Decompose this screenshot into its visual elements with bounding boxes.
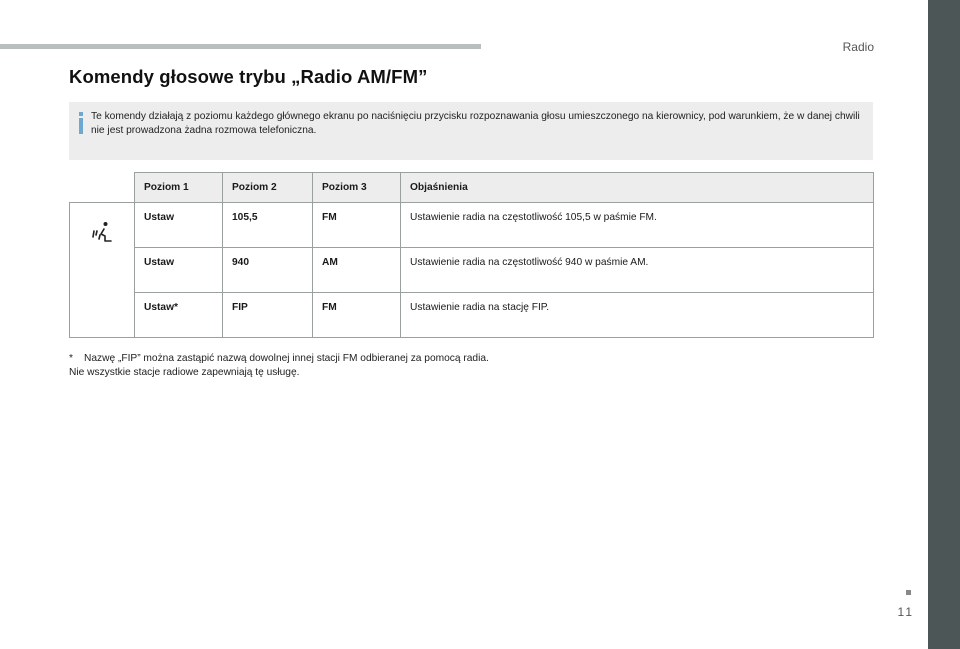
row2-level1: Ustaw <box>135 248 223 293</box>
info-box <box>69 102 873 160</box>
header-level-1: Poziom 1 <box>135 173 223 203</box>
footnote <box>69 352 489 379</box>
row3-level3: FM <box>313 293 401 338</box>
row3-level2: FIP <box>223 293 313 338</box>
header-level-3: Poziom 3 <box>313 173 401 203</box>
top-divider-bar <box>0 44 481 49</box>
row1-level1: Ustaw <box>135 203 223 248</box>
table-row <box>70 248 874 293</box>
footnote-line-2: Nie wszystkie stacje radiowe zapewniają tę usługę. <box>69 366 300 378</box>
side-margin-bar <box>928 0 960 649</box>
row1-level2: 105,5 <box>223 203 313 248</box>
page-title: Komendy głosowe trybu „Radio AM/FM” <box>69 66 428 87</box>
footnote-marker: * <box>69 353 73 364</box>
header-explanation: Objaśnienia <box>401 173 874 203</box>
voice-icon-cell <box>70 203 135 338</box>
blank-header-cell <box>70 173 135 203</box>
row3-level1: Ustaw* <box>135 293 223 338</box>
info-text: Te komendy działają z poziomu każdego głównego ekranu po naciśnięciu przycisku rozpoznawania głosu umieszczonego na kierownicy, pod warunkiem, że w danej chwili nie jest prowadzona żadna rozmowa telefoniczna. <box>91 111 860 136</box>
footnote-line-1: Nazwę „FIP” można zastąpić nazwą dowolnej innej stacji FM odbieranej za pomocą radia. <box>84 353 489 364</box>
table-header-row <box>70 173 874 203</box>
info-icon <box>78 112 84 134</box>
table-row <box>70 293 874 338</box>
table-row <box>70 203 874 248</box>
section-label: Radio <box>842 40 874 54</box>
header-level-2: Poziom 2 <box>223 173 313 203</box>
row3-explanation: Ustawienie radia na stację FIP. <box>401 293 874 338</box>
row1-explanation: Ustawienie radia na częstotliwość 105,5 w paśmie FM. <box>401 203 874 248</box>
page-marker-dot <box>906 590 911 595</box>
voice-commands-table <box>69 172 874 338</box>
page-number: 11 <box>897 605 914 619</box>
row2-level3: AM <box>313 248 401 293</box>
row2-level2: 940 <box>223 248 313 293</box>
row2-explanation: Ustawienie radia na częstotliwość 940 w paśmie AM. <box>401 248 874 293</box>
voice-command-icon <box>90 221 114 243</box>
row1-level3: FM <box>313 203 401 248</box>
